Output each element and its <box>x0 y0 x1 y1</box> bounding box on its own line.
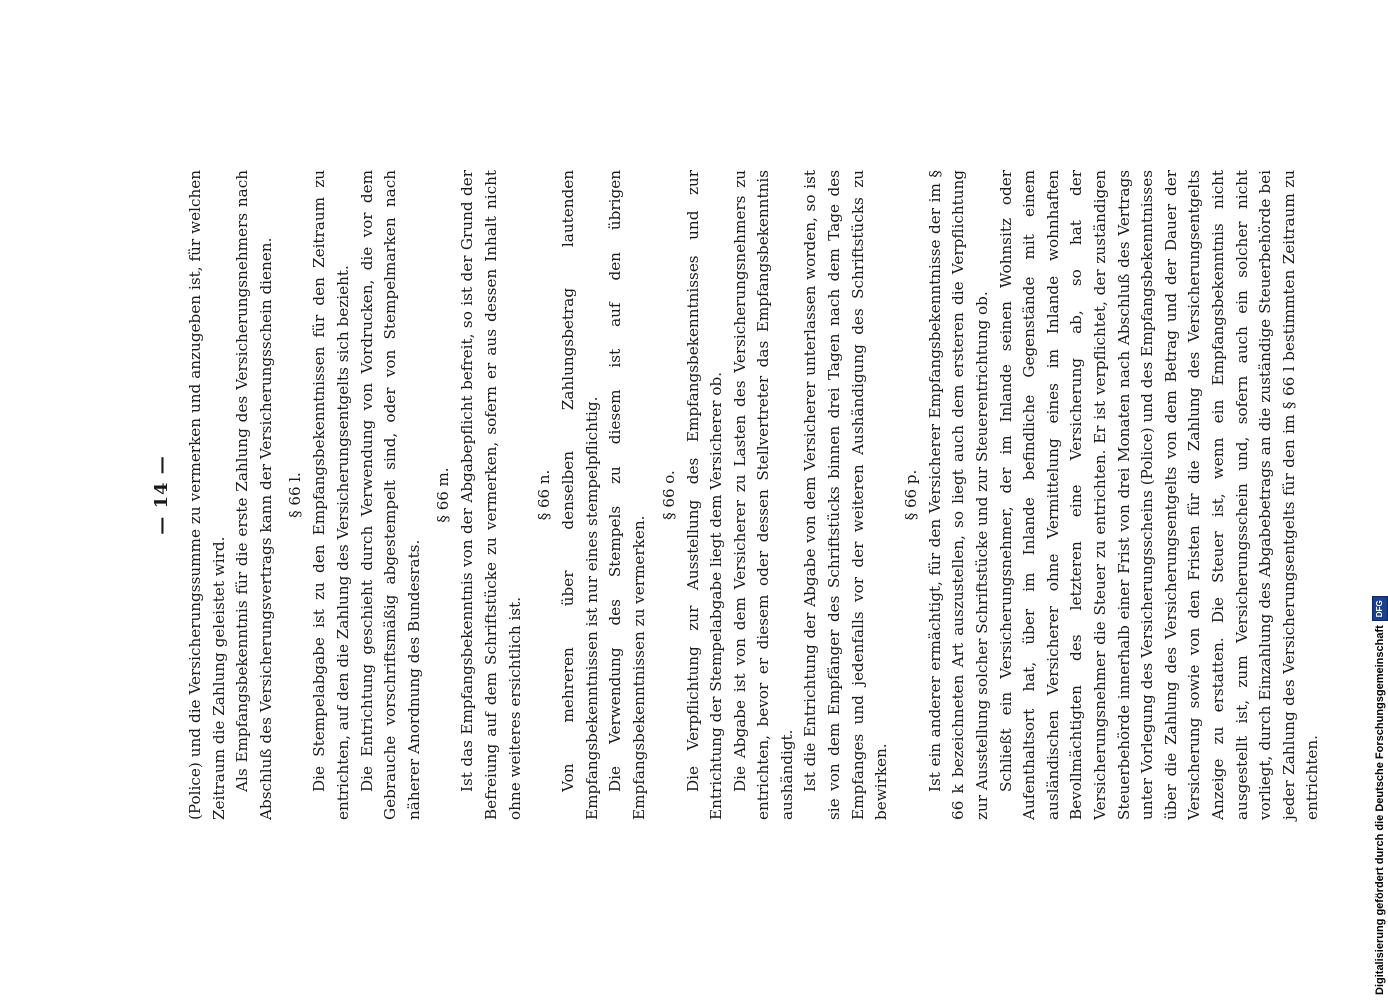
paragraph: Die Abgabe ist von dem Versicherer zu Lasten des Versicherungsnehmers zu entrichten, bevor er diesem oder dessen Stellvertreter das Empfangsbekenntnis aushändigt. <box>730 170 796 820</box>
paragraph: Die Stempelabgabe ist zu den Empfangsbekenntnissen für den Zeitraum zu entrichten, auf den die Zahlung des Versicherungsentgelts sich bezieht. <box>310 170 352 820</box>
section-heading-66m: § 66 m. <box>434 467 453 523</box>
paragraph: Die Verpflichtung zur Ausstellung des Empfangsbekenntnisses und zur Entrichtung der Stempelabgabe liegt dem Versicherer ob. <box>683 170 726 820</box>
rotated-document-page <box>150 170 1322 820</box>
funding-note <box>1372 596 1388 995</box>
paragraph: Von mehreren über denselben Zahlungsbetrag lautenden Empfangsbekenntnissen ist nur eines stempelpflichtig. <box>559 170 601 820</box>
paragraph: Ist das Empfangsbekenntnis von der Abgabepflicht befreit, so ist der Grund der Befreiung auf dem Schriftstücke zu vermerken, sofern er aus dessen Inhalt nicht ohne weiteres ersichtlich ist. <box>458 170 524 820</box>
funding-note-text: Digitalisierung gefördert durch die Deutsche Forschungsgemeinschaft <box>1374 625 1386 995</box>
section-heading-66o: § 66 o. <box>659 470 678 520</box>
section-heading-66n: § 66 n. <box>535 469 554 521</box>
section-heading-66p: § 66 p. <box>901 469 920 521</box>
paragraph: Die Verwendung des Stempels zu diesem ist auf den übrigen Empfangsbekenntnissen zu vermerken. <box>606 170 648 820</box>
paragraph: (Police) und die Versicherungssumme zu vermerken und anzugeben ist, für welchen Zeitraum die Zahlung geleistet wird. <box>186 170 228 820</box>
paragraph: Schließt ein Versicherungsnehmer, der im Inlande seinen Wohnsitz oder Aufenthaltsort hat, über im Inlande befindliche Gegenstände mit einem ausländischen Versicherer ohne Vermittelung eines im Inlande wohnhaften Bevollmächtigten des letzteren eine Versicherung ab, so hat der Versicherungsnehmer die Steuer zu entrichten. Er ist verpflichtet, der zuständigen Steuerbehörde innerhalb einer Frist von drei Monaten nach Abschluß des Vertrags unter Vorlegung des Versicherungsscheins (Police) und des Empfangsbekenntnisses über die Zahlung des Versicherungsentgelts von dem Betrag und der Dauer der Versicherung sowie von den Fristen für die Zahlung des Versicherungsentgelts Anzeige zu erstatten. Die Steuer ist, wenn ein Empfangsbekenntnis nicht ausgestellt ist, zum Versicherungsschein und, sofern auch ein solcher nicht vorliegt, durch Einzahlung des Abgabebetrags an die zuständige Steuerbehörde bei jeder Zahlung des Versicherungsentgelts für den im § 66 l bestimmten Zeitraum zu entrichten. <box>996 170 1322 820</box>
paragraph: Ist die Entrichtung der Abgabe von dem Versicherer unterlassen worden, so ist sie von dem Empfänger des Schriftstücks binnen drei Tagen nach dem Tage des Empfanges und jedenfalls vor der weiteren Aushändigung des Schriftstücks zu bewirken. <box>801 170 891 820</box>
section-heading-66l: § 66 l. <box>286 472 305 518</box>
paragraph: Als Empfangsbekenntnis für die erste Zahlung des Versicherungsnehmers nach Abschluß des Versicherungsvertrags kann der Versicherungsschein dienen. <box>233 170 275 820</box>
paragraph: Ist ein anderer ermächtigt, für den Versicherer Empfangsbekenntnisse der im § 66 k bezeichneten Art auszustellen, so liegt auch dem ersteren die Verpflichtung zur Ausstellung solcher Schriftstücke und zur Steuerentrichtung ob. <box>925 170 992 820</box>
dfg-logo: DFG <box>1372 596 1388 621</box>
page-number: — 14 — <box>151 455 172 535</box>
paragraph: Die Entrichtung geschieht durch Verwendung von Vordrucken, die vor dem Gebrauche vorschriftsmäßig abgestempelt sind, oder von Stempelmarken nach näherer Anordnung des Bundesrats. <box>357 170 423 820</box>
